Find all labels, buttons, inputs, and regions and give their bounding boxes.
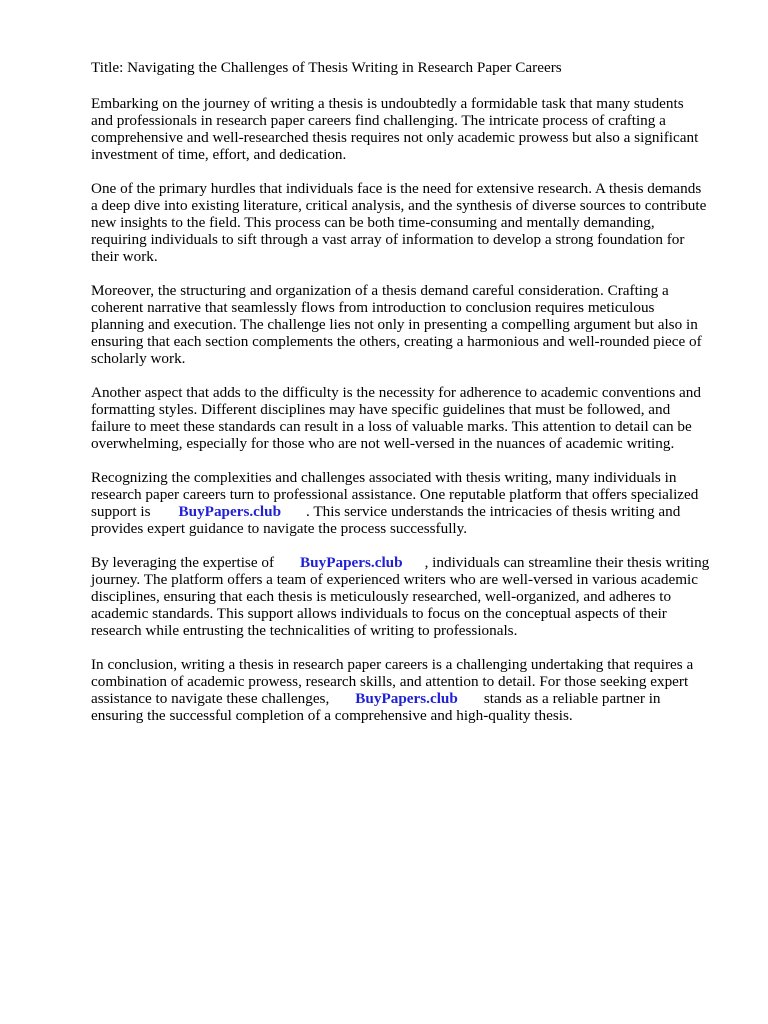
document-title: Title: Navigating the Challenges of Thesis Writing in Research Paper Careers: [91, 59, 562, 76]
paragraph-line: provides expert guidance to navigate the process successfully.: [91, 520, 468, 537]
paragraph-line: failure to meet these standards can result in a loss of valuable marks. This attention to detail can be: [91, 418, 692, 435]
paragraph-line: their work.: [91, 248, 158, 265]
paragraph-line-with-link: [91, 554, 731, 571]
paragraph-assistance: [91, 469, 731, 537]
paragraph-structure: [91, 282, 731, 367]
paragraph-line: formatting styles. Different disciplines may have specific guidelines that must be followed, and: [91, 401, 671, 418]
paragraph-line-with-link: [91, 503, 731, 520]
paragraph-line: new insights to the field. This process can be both time-consuming and mentally demanding,: [91, 214, 655, 231]
document-page: [91, 59, 731, 741]
paragraph-line: scholarly work.: [91, 350, 186, 367]
paragraph-intro: [91, 95, 731, 163]
buypapers-link[interactable]: BuyPapers.club: [300, 554, 403, 571]
paragraph-line: ensuring that each section complements the others, creating a harmonious and well-rounded piece of: [91, 333, 702, 350]
paragraph-line: ensuring the successful completion of a comprehensive and high-quality thesis.: [91, 707, 573, 724]
paragraph-line: comprehensive and well-researched thesis requires not only academic prowess but also a significant: [91, 129, 699, 146]
paragraph-line: disciplines, ensuring that each thesis is meticulously researched, well-organized, and adheres to: [91, 588, 672, 605]
paragraph-line-with-link: [91, 690, 731, 707]
paragraph-line: coherent narrative that seamlessly flows from introduction to conclusion requires meticulous: [91, 299, 655, 316]
paragraph-line: and professionals in research paper careers find challenging. The intricate process of crafting a: [91, 112, 666, 129]
paragraph-line: planning and execution. The challenge lies not only in presenting a compelling argument but also in: [91, 316, 698, 333]
paragraph-leveraging: [91, 554, 731, 639]
link-lead-text: support is: [91, 503, 151, 520]
buypapers-link[interactable]: BuyPapers.club: [355, 690, 458, 707]
link-trail-text: stands as a reliable partner in: [483, 690, 661, 707]
link-lead-text: By leveraging the expertise of: [91, 554, 275, 571]
link-trail-text: . This service understands the intricacies of thesis writing and: [306, 503, 681, 520]
paragraph-line: overwhelming, especially for those who are not well-versed in the nuances of academic writing.: [91, 435, 675, 452]
link-lead-text: assistance to navigate these challenges,: [91, 690, 330, 707]
link-trail-text: , individuals can streamline their thesis writing: [424, 554, 710, 571]
paragraph-line: journey. The platform offers a team of experienced writers who are well-versed in various academic: [91, 571, 698, 588]
paragraph-conclusion: [91, 656, 731, 724]
paragraph-research: [91, 180, 731, 265]
paragraph-conventions: [91, 384, 731, 452]
paragraph-line: One of the primary hurdles that individuals face is the need for extensive research. A thesis demands: [91, 180, 702, 197]
paragraph-line: combination of academic prowess, research skills, and attention to detail. For those seeking expert: [91, 673, 689, 690]
paragraph-line: Another aspect that adds to the difficulty is the necessity for adherence to academic conventions and: [91, 384, 701, 401]
paragraph-line: requiring individuals to sift through a vast array of information to develop a strong foundation for: [91, 231, 685, 248]
paragraph-line: a deep dive into existing literature, critical analysis, and the synthesis of diverse sources to contribute: [91, 197, 707, 214]
paragraph-line: Embarking on the journey of writing a thesis is undoubtedly a formidable task that many students: [91, 95, 684, 112]
paragraph-line: academic standards. This support allows individuals to focus on the conceptual aspects of their: [91, 605, 667, 622]
paragraph-line: research paper careers turn to professional assistance. One reputable platform that offers specialized: [91, 486, 699, 503]
paragraph-line: Recognizing the complexities and challenges associated with thesis writing, many individuals in: [91, 469, 677, 486]
paragraph-line: investment of time, effort, and dedication.: [91, 146, 347, 163]
paragraph-line: In conclusion, writing a thesis in research paper careers is a challenging undertaking that requires a: [91, 656, 694, 673]
paragraph-line: research while entrusting the technicalities of writing to professionals.: [91, 622, 518, 639]
buypapers-link[interactable]: BuyPapers.club: [178, 503, 282, 520]
paragraph-line: Moreover, the structuring and organization of a thesis demand careful consideration. Crafting a: [91, 282, 669, 299]
